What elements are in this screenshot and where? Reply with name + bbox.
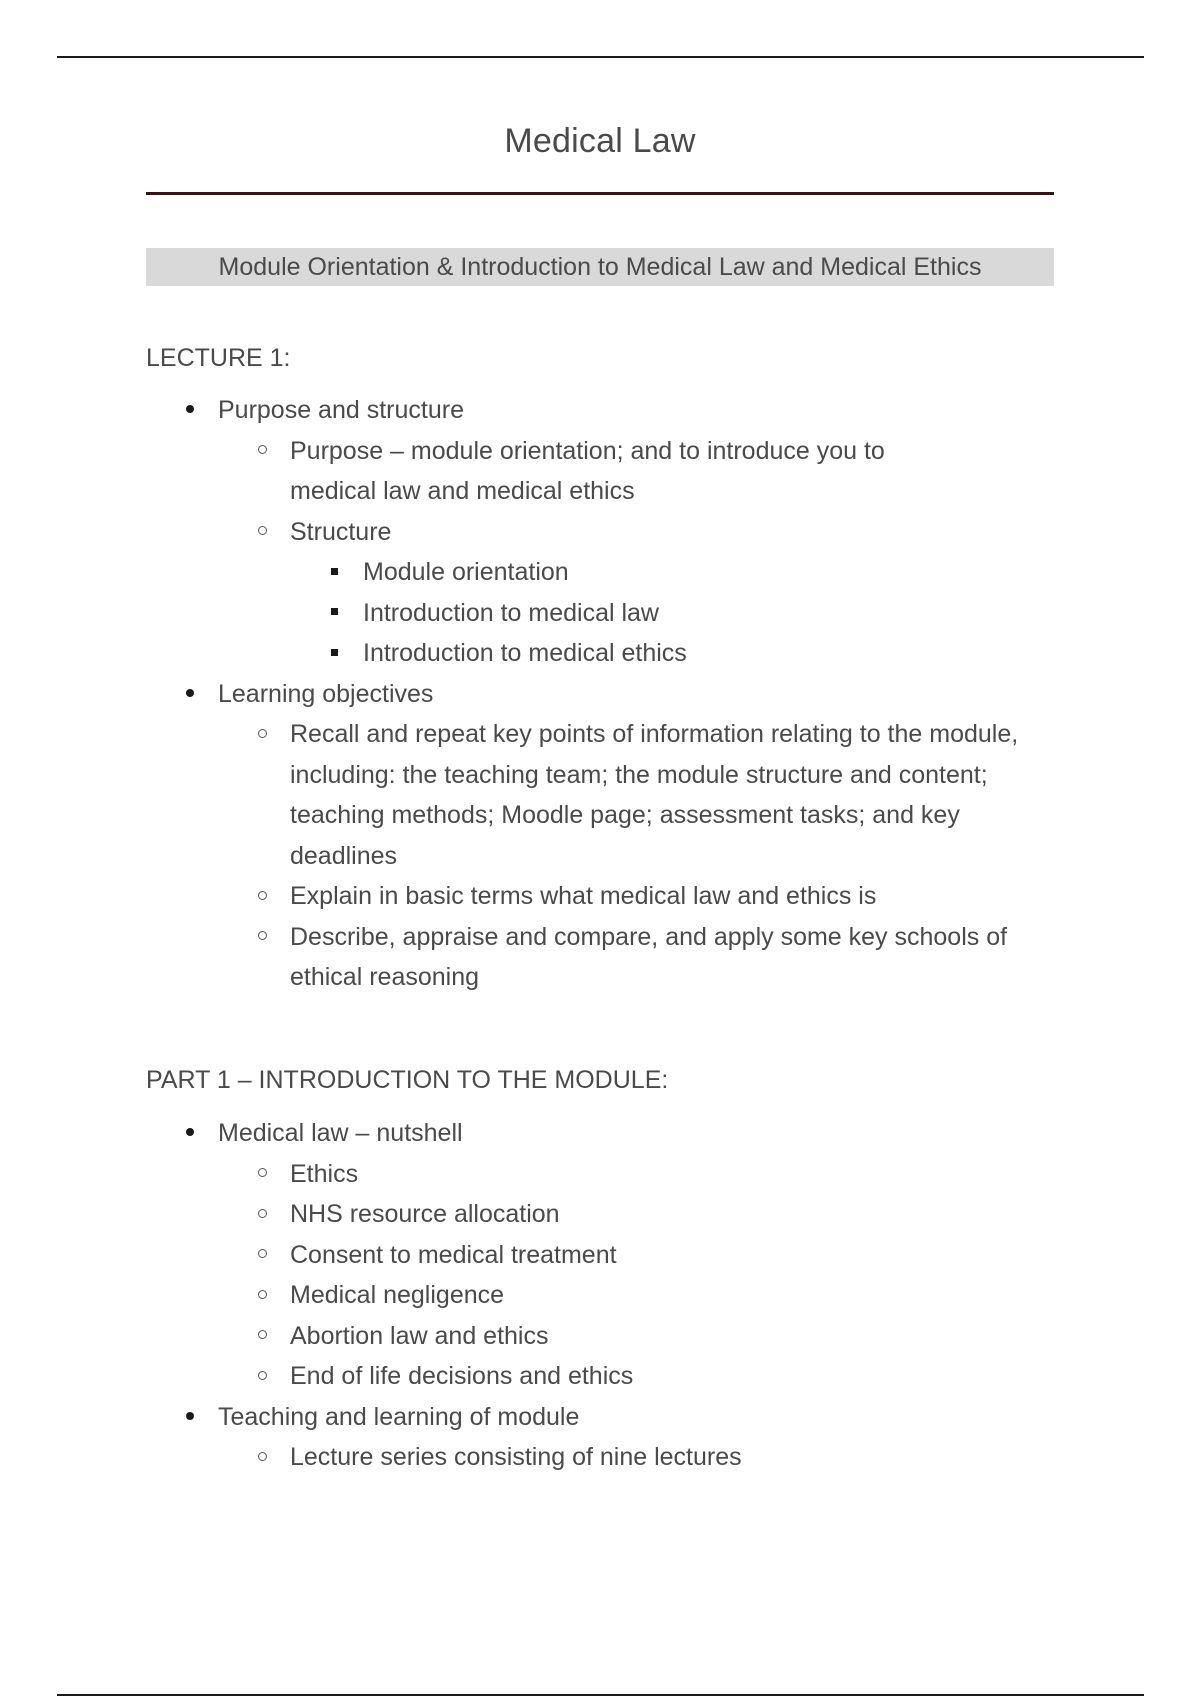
list-item bbox=[146, 512, 1054, 553]
list-item bbox=[146, 390, 1054, 431]
list-item bbox=[146, 1437, 1054, 1478]
list-item-text: Explain in basic terms what medical law and ethics is bbox=[290, 882, 877, 910]
list-item bbox=[146, 1235, 1054, 1276]
bullet-circle-icon bbox=[252, 431, 272, 472]
bullet-circle-icon bbox=[252, 1275, 272, 1316]
bullet-circle-icon bbox=[252, 1437, 272, 1478]
list-item-text: Abortion law and ethics bbox=[290, 1321, 549, 1350]
list-item bbox=[146, 633, 1054, 674]
list-item-text: Recall and repeat key points of information relating to the module, including: the teaching team; the module structure and content; teaching methods; Moodle page; assessment tasks; and key deadlines bbox=[290, 720, 1019, 870]
list-item-text: Ethics bbox=[290, 1159, 359, 1188]
list-item-text: Purpose and structure bbox=[218, 396, 464, 424]
document-title: Medical Law bbox=[504, 122, 696, 160]
bullet-circle-icon bbox=[252, 1194, 272, 1235]
module-subtitle-banner: Module Orientation & Introduction to Medical Law and Medical Ethics bbox=[146, 248, 1054, 286]
list-item bbox=[146, 876, 1054, 917]
list-item-text: Teaching and learning of module bbox=[218, 1402, 580, 1431]
list-item-text: Medical law – nutshell bbox=[218, 1119, 463, 1147]
part-1-heading: PART 1 – INTRODUCTION TO THE MODULE: bbox=[146, 1066, 669, 1094]
bullet-circle-icon bbox=[252, 1154, 272, 1195]
list-item bbox=[146, 1154, 1054, 1195]
page-header-rule bbox=[57, 56, 1144, 58]
list-item bbox=[146, 674, 1054, 715]
bullet-circle-icon bbox=[252, 876, 272, 917]
bullet-circle-icon bbox=[252, 1316, 272, 1357]
list-item-text: Purpose – module orientation; and to introduce you to medical law and medical ethics bbox=[290, 436, 885, 505]
bullet-square-icon bbox=[324, 552, 344, 593]
bullet-dot-icon bbox=[180, 1113, 200, 1154]
part-1-list bbox=[146, 1113, 1054, 1478]
title-underline bbox=[146, 192, 1054, 195]
list-item-text: Module orientation bbox=[363, 558, 569, 586]
list-item bbox=[146, 552, 1054, 593]
list-item bbox=[146, 714, 1054, 876]
list-item bbox=[146, 1397, 1054, 1438]
list-item-text: Describe, appraise and compare, and apply some key schools of ethical reasoning bbox=[290, 922, 1008, 991]
list-item-text: Structure bbox=[290, 517, 392, 546]
lecture-1-heading: LECTURE 1: bbox=[146, 344, 291, 372]
bullet-square-icon bbox=[324, 633, 344, 674]
list-item-text: Lecture series consisting of nine lectures bbox=[290, 1443, 742, 1471]
bullet-circle-icon bbox=[252, 917, 272, 958]
bullet-circle-icon bbox=[252, 512, 272, 553]
list-item bbox=[146, 1316, 1054, 1357]
bullet-circle-icon bbox=[252, 1235, 272, 1276]
list-item bbox=[146, 431, 1054, 512]
list-item-text: Medical negligence bbox=[290, 1281, 505, 1309]
list-item bbox=[146, 1194, 1054, 1235]
list-item-text: End of life decisions and ethics bbox=[290, 1362, 634, 1390]
bullet-circle-icon bbox=[252, 1356, 272, 1397]
list-item-text: Consent to medical treatment bbox=[290, 1240, 617, 1269]
list-item-text: NHS resource allocation bbox=[290, 1200, 560, 1228]
bullet-circle-icon bbox=[252, 714, 272, 755]
page-footer-rule bbox=[57, 1694, 1144, 1696]
list-item-text: Introduction to medical ethics bbox=[363, 639, 687, 667]
list-item bbox=[146, 1113, 1054, 1154]
bullet-square-icon bbox=[324, 593, 344, 634]
list-item bbox=[146, 1275, 1054, 1316]
bullet-dot-icon bbox=[180, 1397, 200, 1438]
list-item-text: Introduction to medical law bbox=[363, 598, 659, 627]
lecture-1-list bbox=[146, 390, 1054, 998]
list-item bbox=[146, 1356, 1054, 1397]
list-item bbox=[146, 593, 1054, 634]
list-item bbox=[146, 917, 1054, 998]
bullet-dot-icon bbox=[180, 674, 200, 715]
list-item-text: Learning objectives bbox=[218, 679, 434, 708]
bullet-dot-icon bbox=[180, 390, 200, 431]
